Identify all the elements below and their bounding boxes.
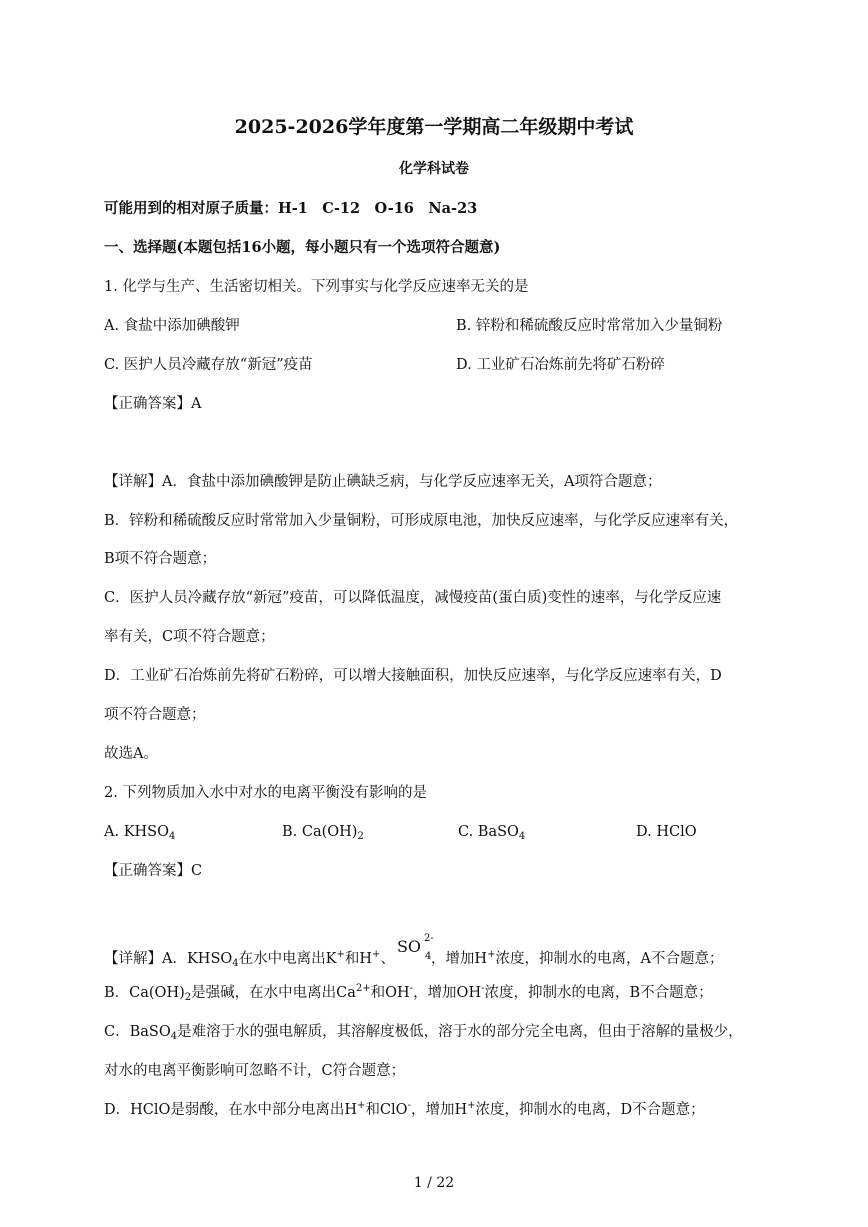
question-1-stem: 1. 化学与生产、生活密切相关。下列事实与化学反应速率无关的是 xyxy=(104,279,529,295)
q2-option-c: C. BaSO$_4$ xyxy=(458,824,526,842)
q2-option-d: D. HClO xyxy=(636,824,697,840)
sulfate-ion-formula: SO 2- 4 xyxy=(396,933,434,962)
section-heading: 一、选择题(本题包括16小题，每小题只有一个选项符合题意) xyxy=(104,239,501,256)
q1-option-d: D. 工业矿石冶炼前先将矿石粉碎 xyxy=(456,357,665,373)
q1-conclusion: 故选A。 xyxy=(104,746,158,762)
q1-explanation-c-cont: 率有关，C项不符合题意； xyxy=(104,629,275,645)
q1-explanation-c: C．医护人员冷藏存放“新冠”疫苗，可以降低温度，减慢疫苗(蛋白质)变性的速率，与化学反应速 xyxy=(104,590,722,606)
q1-explanation-b-cont: B项不符合题意； xyxy=(104,551,217,567)
question-2-stem: 2. 下列物质加入水中对水的电离平衡没有影响的是 xyxy=(104,785,427,801)
page-number: 1 / 22 xyxy=(413,1175,455,1191)
q2-explanation-a: 【详解】A．$KHSO_4$在水中电离出K+和H+、 SO 2- 4 ，增加H+浓度，抑制水的电离，A不合题意； xyxy=(104,933,724,969)
q2-explanation-b: B．$Ca(OH)_2$是强碱，在水中电离出$Ca^{2+}$和OH-，增加OH-浓度，抑制水的电离，B不合题意； xyxy=(104,983,713,1003)
q2-explanation-c-cont: 对水的电离平衡影响可忽略不计，C符合题意； xyxy=(104,1063,406,1079)
q2-option-b: B. $Ca(OH)_2$ xyxy=(282,824,364,842)
exam-subtitle: 化学科试卷 xyxy=(399,161,469,177)
q1-explanation-d: D．工业矿石冶炼前先将矿石粉碎，可以增大接触面积，加快反应速率，与化学反应速率有关，D xyxy=(104,668,722,684)
q1-option-b: B. 锌粉和稀硫酸反应时常常加入少量铜粉 xyxy=(456,318,723,334)
q1-answer: 【正确答案】A xyxy=(104,396,202,412)
exam-title: 2025-2026学年度第一学期高二年级期中考试 xyxy=(234,116,634,138)
q2-explanation-c: C．BaSO$_4$是难溶于水的强电解质，其溶解度极低，溶于水的部分完全电离，但由于溶解的量极少， xyxy=(104,1024,743,1042)
q1-option-c: C. 医护人员冷藏存放“新冠”疫苗 xyxy=(104,357,313,373)
q2-explanation-d: D．HClO是弱酸，在水中部分电离出H+和ClO-，增加H+浓度，抑制水的电离，D不合题意； xyxy=(104,1100,705,1118)
q2-option-a: A. $KHSO_4$ xyxy=(104,824,176,842)
q1-option-a: A. 食盐中添加碘酸钾 xyxy=(104,318,240,334)
q1-explanation-b: B．锌粉和稀硫酸反应时常常加入少量铜粉，可形成原电池，加快反应速率，与化学反应速率有关， xyxy=(104,513,739,529)
q1-explanation-a: 【详解】A．食盐中添加碘酸钾是防止碘缺乏病，与化学反应速率无关，A项符合题意； xyxy=(104,474,662,490)
atomic-mass-note: 可能用到的相对原子质量：H-1 C-12 O-16 Na-23 xyxy=(104,200,478,217)
q2-answer: 【正确答案】C xyxy=(104,863,203,879)
q1-explanation-d-cont: 项不符合题意； xyxy=(104,707,206,723)
